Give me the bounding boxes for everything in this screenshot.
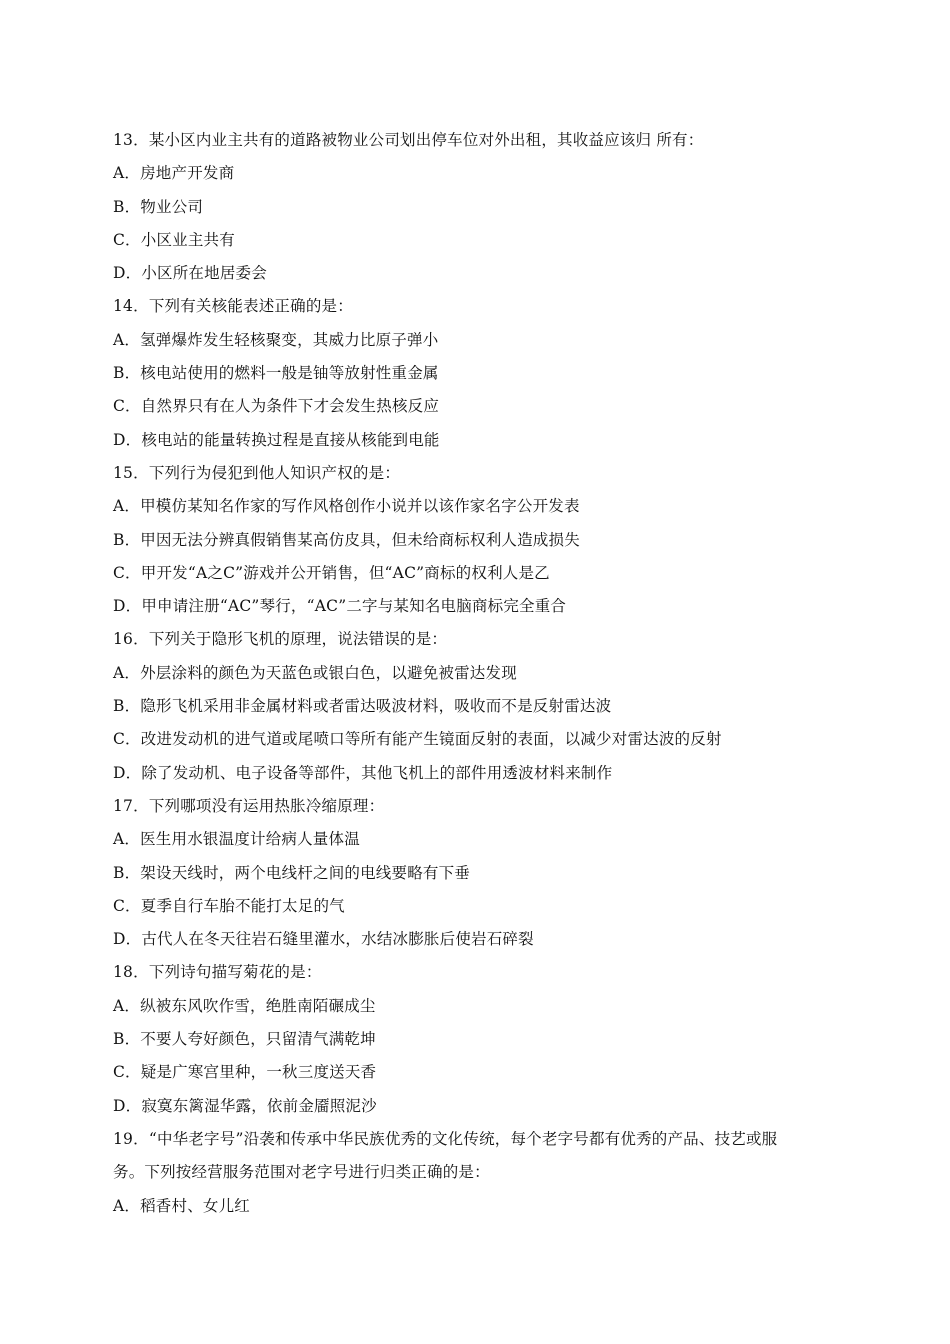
question-18-option-d: D．寂寞东篱湿华露，依前金靥照泥沙 (113, 1096, 377, 1115)
question-18-option-b: B．不要人夸好颜色，只留清气满乾坤 (113, 1030, 376, 1049)
question-16-stem: 16．下列关于隐形飞机的原理，说法错误的是： (113, 630, 448, 649)
question-17-option-a: A．医生用水银温度计给病人量体温 (113, 830, 360, 849)
question-13-option-c: C．小区业主共有 (113, 230, 235, 249)
question-list (113, 124, 848, 1223)
question-17-stem: 17．下列哪项没有运用热胀冷缩原理： (113, 796, 385, 815)
question-15-stem: 15．下列行为侵犯到他人知识产权的是： (113, 463, 401, 482)
question-19-stem: 19．“中华老字号”沿袭和传承中华民族优秀的文化传统，每个老字号都有优秀的产品、技艺或服 (113, 1129, 778, 1148)
question-16-option-c: C．改进发动机的进气道或尾喷口等所有能产生镜面反射的表面，以减少对雷达波的反射 (113, 730, 722, 749)
question-15-option-d: D．甲申请注册“AC”琴行，“AC”二字与某知名电脑商标完全重合 (113, 597, 567, 616)
question-18-option-a: A．纵被东风吹作雪，绝胜南陌碾成尘 (113, 996, 376, 1015)
question-14-option-d: D．核电站的能量转换过程是直接从核能到电能 (113, 430, 440, 449)
question-19-stem-continued: 务。下列按经营服务范围对老字号进行归类正确的是： (113, 1163, 490, 1182)
question-17-option-b: B．架设天线时，两个电线杆之间的电线要略有下垂 (113, 863, 470, 882)
question-15-option-a: A．甲模仿某知名作家的写作风格创作小说并以该作家名字公开发表 (113, 497, 580, 516)
question-18-option-c: C．疑是广寒宫里种，一秋三度送天香 (113, 1063, 377, 1082)
question-14-option-a: A．氢弹爆炸发生轻核聚变，其威力比原子弹小 (113, 330, 439, 349)
question-14-option-c: C．自然界只有在人为条件下才会发生热核反应 (113, 397, 440, 416)
question-13-option-b: B．物业公司 (113, 197, 204, 216)
question-15-option-b: B．甲因无法分辨真假销售某高仿皮具，但未给商标权利人造成损失 (113, 530, 580, 549)
question-13-option-d: D．小区所在地居委会 (113, 264, 267, 283)
question-13-option-a: A．房地产开发商 (113, 164, 235, 183)
question-17-option-d: D．古代人在冬天往岩石缝里灌水，水结冰膨胀后使岩石碎裂 (113, 930, 534, 949)
question-16-option-b: B．隐形飞机采用非金属材料或者雷达吸波材料，吸收而不是反射雷达波 (113, 697, 612, 716)
question-16-option-a: A．外层涂料的颜色为天蓝色或银白色，以避免被雷达发现 (113, 663, 517, 682)
question-18-stem: 18．下列诗句描写菊花的是： (113, 963, 322, 982)
question-14-stem: 14．下列有关核能表述正确的是： (113, 297, 353, 316)
question-19-option-a: A．稻香村、女儿红 (113, 1196, 250, 1215)
question-13-stem: 13．某小区内业主共有的道路被物业公司划出停车位对外出租，其收益应该归 所有： (113, 131, 704, 149)
question-17-option-c: C．夏季自行车胎不能打太足的气 (113, 896, 345, 915)
question-14-option-b: B．核电站使用的燃料一般是铀等放射性重金属 (113, 364, 439, 383)
question-15-option-c: C．甲开发“A之C”游戏并公开销售，但“AC”商标的权利人是乙 (113, 563, 550, 582)
question-16-option-d: D．除了发动机、电子设备等部件，其他飞机上的部件用透波材料来制作 (113, 763, 613, 782)
